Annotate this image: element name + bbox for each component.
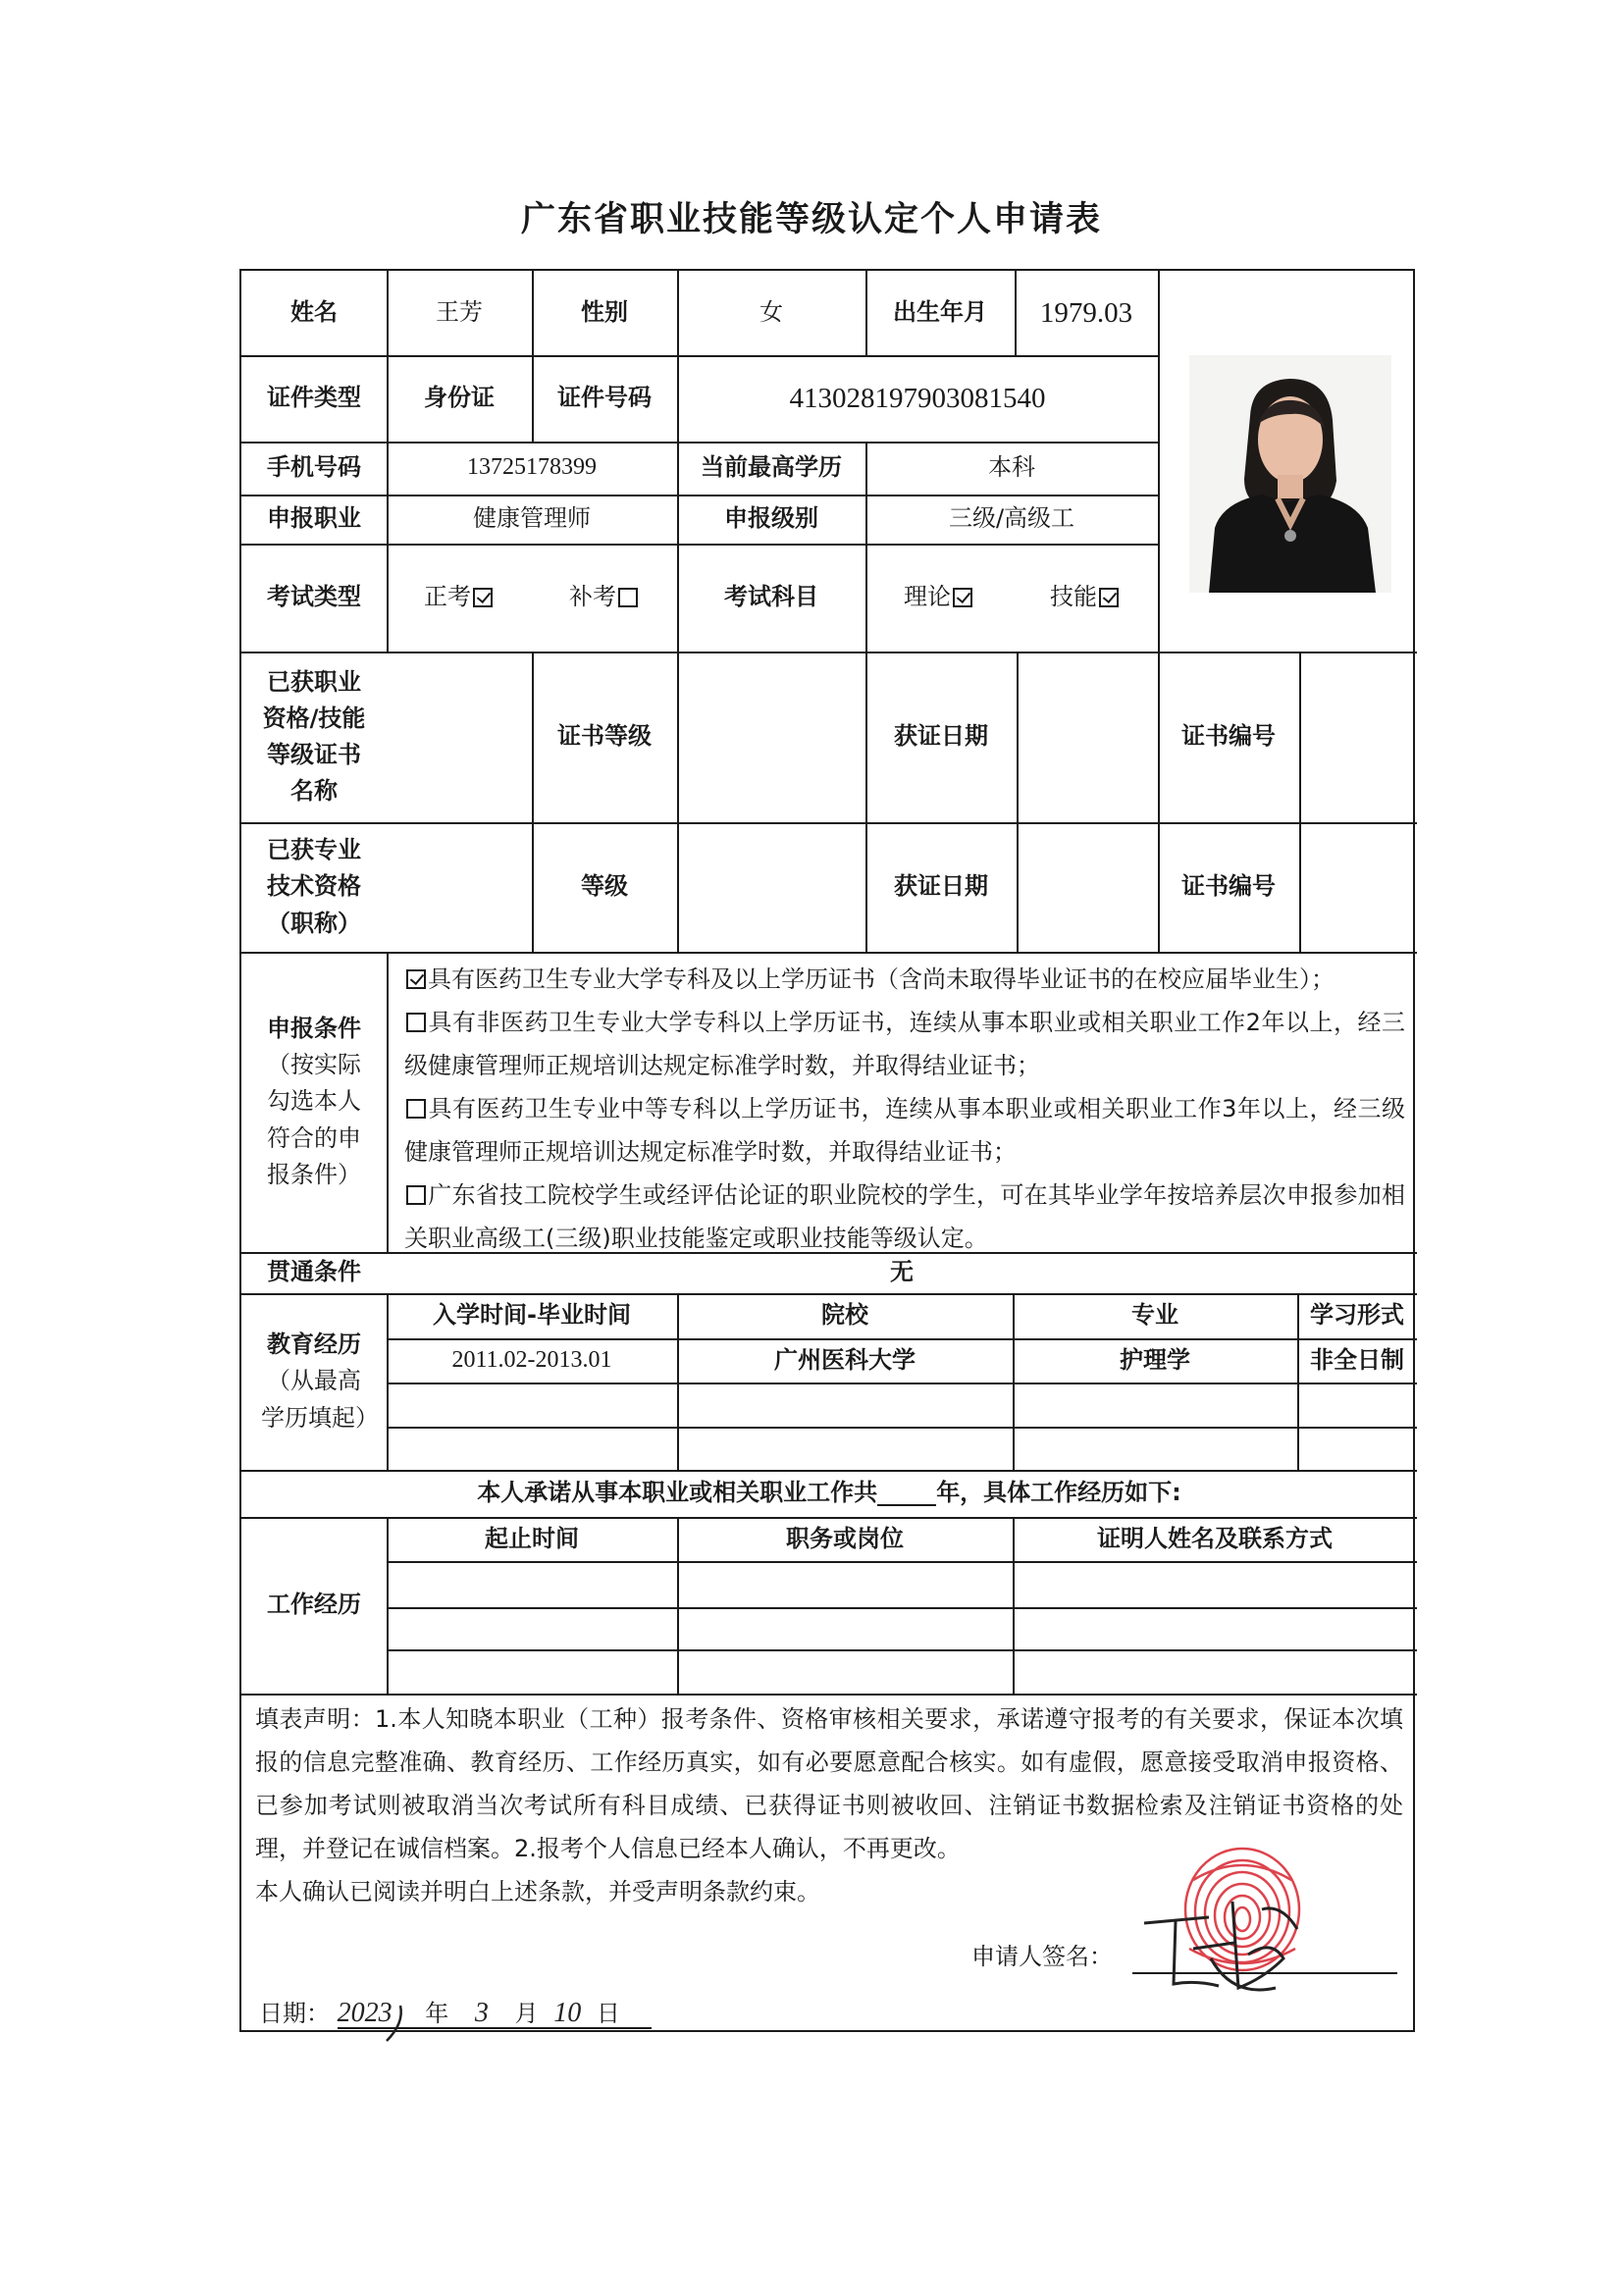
exam-subject-label: 考试科目 bbox=[724, 583, 818, 611]
date-day-value[interactable]: 10 bbox=[553, 1998, 582, 2028]
exam-makeup-checkbox[interactable] bbox=[618, 588, 638, 607]
gender-value[interactable]: 女 bbox=[759, 298, 783, 327]
edu-header-school: 院校 bbox=[821, 1301, 868, 1330]
date-day-unit: 日 bbox=[596, 2000, 620, 2027]
edu-row-major[interactable]: 护理学 bbox=[1120, 1345, 1190, 1374]
exam-type-regular[interactable] bbox=[387, 544, 532, 652]
cert-level-label: 证书等级 bbox=[557, 722, 652, 751]
condition-3-text: 具有医药卫生专业中等专科以上学历证书，连续从事本职业或相关职业工作3年以上，经三级健康管理师正规培训达规定标准学时数，并取得结业证书； bbox=[404, 1095, 1405, 1166]
date-year-value: 2023 bbox=[337, 1998, 393, 2028]
pen-stroke-icon bbox=[383, 2004, 406, 2043]
education-level-label: 当前最高学历 bbox=[701, 453, 842, 482]
gender-label: 性别 bbox=[581, 298, 628, 327]
birth-value[interactable]: 1979.03 bbox=[1039, 296, 1133, 329]
date-row bbox=[259, 1994, 620, 2029]
exam-theory-label: 理论 bbox=[904, 583, 951, 611]
promise-text-post: 年，具体工作经历如下: bbox=[936, 1479, 1181, 1507]
exam-regular-label: 正考 bbox=[424, 583, 471, 611]
name-label: 姓名 bbox=[290, 298, 338, 327]
education-label bbox=[241, 1293, 387, 1470]
condition-2-text: 具有非医药卫生专业大学专科以上学历证书，连续从事本职业或相关职业工作2年以上，经三级健康管理师正规培训达规定标准学时数，并取得结业证书； bbox=[404, 1009, 1405, 1079]
prof-cert-no-label: 证书编号 bbox=[1181, 872, 1276, 901]
date-year-field[interactable] bbox=[338, 1998, 418, 2029]
education-note: （从最高学历填起） bbox=[261, 1367, 379, 1432]
edu-header-major: 专业 bbox=[1131, 1301, 1178, 1330]
edu-row-period[interactable]: 2011.02-2013.01 bbox=[451, 1346, 612, 1373]
exam-subject-skill[interactable] bbox=[1013, 544, 1158, 652]
cert-skill-label bbox=[241, 652, 387, 822]
conditions-note: （按实际勾选本人符合的申报条件） bbox=[267, 1051, 361, 1188]
form-title: 广东省职业技能等级认定个人申请表 bbox=[520, 200, 1102, 239]
conditions-label bbox=[241, 952, 387, 1252]
exam-subject-theory[interactable] bbox=[865, 544, 1013, 652]
date-month-value[interactable]: 3 bbox=[474, 1998, 489, 2028]
date-underline bbox=[338, 2027, 652, 2029]
cert-prof-label bbox=[241, 822, 387, 952]
cert-skill-label-text: 已获职业资格/技能等级证书名称 bbox=[262, 667, 366, 806]
occupation-label: 申报职业 bbox=[267, 504, 361, 533]
condition-item-4[interactable] bbox=[404, 1174, 1405, 1260]
id-type-label: 证件类型 bbox=[267, 384, 361, 412]
cert-date-label: 获证日期 bbox=[894, 722, 988, 751]
cert-prof-label-text: 已获专业技术资格（职称） bbox=[267, 836, 361, 937]
exam-type-makeup[interactable] bbox=[532, 544, 677, 652]
education-title: 教育经历 bbox=[267, 1331, 361, 1359]
exam-regular-checkbox[interactable] bbox=[473, 588, 493, 607]
work-header-period: 起止时间 bbox=[485, 1524, 579, 1552]
edu-header-period: 入学时间-毕业时间 bbox=[433, 1301, 631, 1330]
work-promise bbox=[241, 1470, 1417, 1517]
exam-type-label: 考试类型 bbox=[267, 583, 361, 611]
condition-item-1[interactable] bbox=[404, 958, 1405, 1001]
work-header-witness: 证明人姓名及联系方式 bbox=[1097, 1524, 1333, 1552]
prof-date-label: 获证日期 bbox=[894, 872, 988, 901]
phone-label: 手机号码 bbox=[267, 453, 361, 482]
promise-text-pre: 本人承诺从事本职业或相关职业工作共 bbox=[477, 1479, 878, 1507]
condition-3-checkbox[interactable] bbox=[406, 1099, 426, 1119]
applicant-photo bbox=[1189, 355, 1391, 593]
condition-item-3[interactable] bbox=[404, 1087, 1405, 1174]
level-label: 申报级别 bbox=[724, 504, 818, 533]
grade-label: 等级 bbox=[581, 872, 628, 901]
exam-theory-checkbox[interactable] bbox=[953, 588, 972, 607]
application-form bbox=[239, 269, 1415, 2032]
date-label: 日期： bbox=[259, 2000, 330, 2027]
conditions-title: 申报条件 bbox=[267, 1015, 361, 1043]
through-value[interactable]: 无 bbox=[890, 1258, 914, 1286]
signature-label: 申请人签名： bbox=[971, 1943, 1113, 1970]
work-label: 工作经历 bbox=[267, 1591, 361, 1619]
confirm-text: 本人确认已阅读并明白上述条款，并受声明条款约束。 bbox=[255, 1878, 820, 1905]
condition-4-checkbox[interactable] bbox=[406, 1185, 426, 1205]
level-value[interactable]: 三级/高级工 bbox=[948, 504, 1075, 533]
education-level-value[interactable]: 本科 bbox=[988, 453, 1035, 482]
cert-no-label: 证书编号 bbox=[1181, 722, 1276, 751]
condition-4-text: 广东省技工院校学生或经评估论证的职业院校的学生，可在其毕业学年按培养层次申报参加相关职业高级工(三级)职业技能鉴定或职业技能等级认定。 bbox=[404, 1181, 1405, 1252]
signature-fingerprint bbox=[1125, 1841, 1380, 2008]
promise-years-blank[interactable] bbox=[877, 1481, 936, 1506]
exam-skill-label: 技能 bbox=[1050, 583, 1097, 611]
condition-1-text: 具有医药卫生专业大学专科及以上学历证书（含尚未取得毕业证书的在校应届毕业生）； bbox=[428, 965, 1335, 993]
condition-2-checkbox[interactable] bbox=[406, 1013, 426, 1032]
date-month-unit: 月 bbox=[514, 2000, 539, 2027]
condition-1-checkbox[interactable] bbox=[406, 969, 426, 989]
name-value[interactable]: 王芳 bbox=[436, 298, 483, 327]
edu-row-mode[interactable]: 非全日制 bbox=[1310, 1345, 1404, 1374]
date-year-unit: 年 bbox=[425, 2000, 449, 2027]
id-no-value[interactable]: 413028197903081540 bbox=[789, 382, 1046, 414]
phone-value[interactable]: 13725178399 bbox=[467, 454, 597, 481]
work-header-position: 职务或岗位 bbox=[786, 1524, 904, 1552]
declaration-text: 填表声明：1.本人知晓本职业（工种）报考条件、资格审核相关要求，承诺遵守报考的有关要求，保证本次填报的信息完整准确、教育经历、工作经历真实，如有必要愿意配合核实。如有虚假，愿意接受取消申报资格、已参加考试则被取消当次考试所有科目成绩、已获得证书则被收回、注销证书数据检索及注销证书资格的处理，并登记在诚信档案。2.报考个人信息已经本人确认，不再更改。 bbox=[255, 1705, 1403, 1862]
id-no-label: 证件号码 bbox=[557, 384, 652, 412]
exam-skill-checkbox[interactable] bbox=[1099, 588, 1119, 607]
edu-row-school[interactable]: 广州医科大学 bbox=[774, 1345, 916, 1374]
exam-makeup-label: 补考 bbox=[569, 583, 616, 611]
id-type-value[interactable]: 身份证 bbox=[424, 384, 495, 412]
condition-list bbox=[404, 958, 1405, 1260]
through-label: 贯通条件 bbox=[267, 1258, 361, 1286]
birth-label: 出生年月 bbox=[893, 298, 987, 327]
occupation-value[interactable]: 健康管理师 bbox=[473, 504, 591, 533]
condition-item-2[interactable] bbox=[404, 1001, 1405, 1087]
edu-header-mode: 学习形式 bbox=[1310, 1301, 1404, 1330]
